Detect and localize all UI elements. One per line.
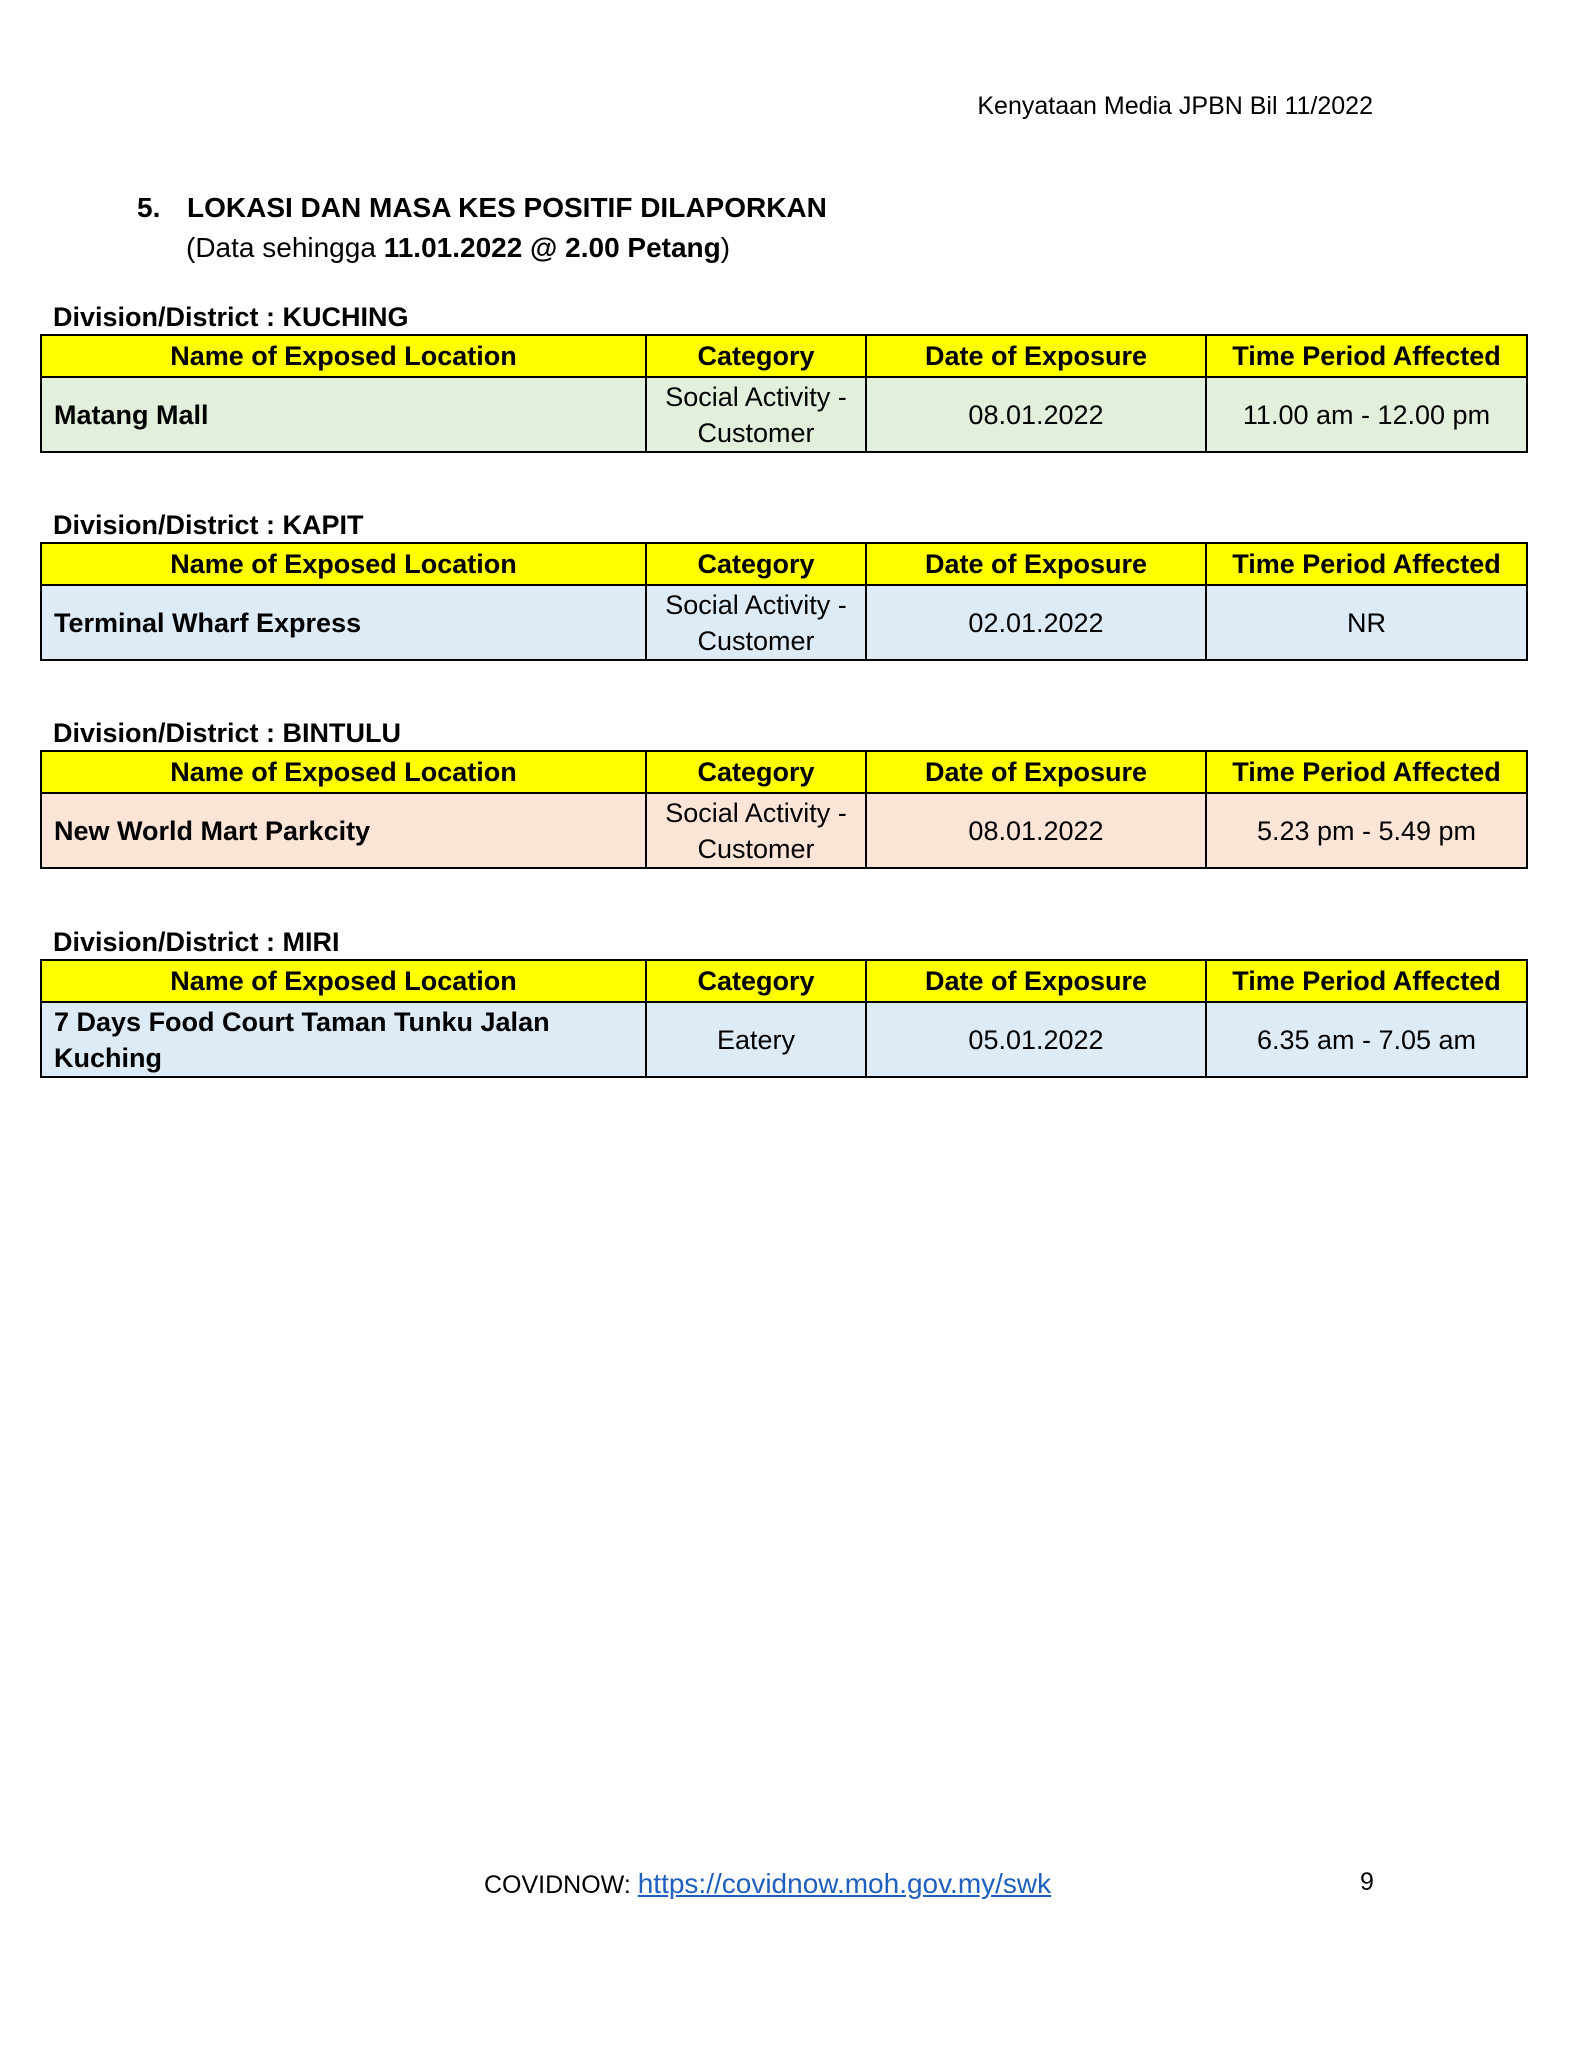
section-title-text: LOKASI DAN MASA KES POSITIF DILAPORKAN xyxy=(187,192,827,223)
district-name: KUCHING xyxy=(282,302,409,332)
column-header-time: Time Period Affected xyxy=(1206,751,1527,793)
category-cell: Social Activity - Customer xyxy=(646,793,866,868)
table-row xyxy=(41,585,1527,660)
table-header-row xyxy=(41,960,1527,1002)
time-cell: 11.00 am - 12.00 pm xyxy=(1206,377,1527,452)
column-header-time: Time Period Affected xyxy=(1206,543,1527,585)
district-block-kuching xyxy=(40,300,1526,453)
column-header-date: Date of Exposure xyxy=(866,960,1206,1002)
column-header-location: Name of Exposed Location xyxy=(41,543,646,585)
table-header-row xyxy=(41,335,1527,377)
location-cell: New World Mart Parkcity xyxy=(41,793,646,868)
section-number: 5. xyxy=(137,192,161,223)
district-prefix: Division/District : xyxy=(53,718,283,748)
district-name: KAPIT xyxy=(282,510,364,540)
category-cell: Eatery xyxy=(646,1002,866,1077)
exposure-table xyxy=(40,959,1528,1078)
column-header-date: Date of Exposure xyxy=(866,751,1206,793)
district-block-miri xyxy=(40,925,1526,1078)
district-prefix: Division/District : xyxy=(53,302,283,332)
district-block-kapit xyxy=(40,508,1526,661)
subtitle-close: ) xyxy=(720,232,731,263)
location-cell: Matang Mall xyxy=(41,377,646,452)
time-cell: NR xyxy=(1206,585,1527,660)
time-cell: 5.23 pm - 5.49 pm xyxy=(1206,793,1527,868)
district-name: MIRI xyxy=(282,927,340,957)
page-number: 9 xyxy=(1360,1868,1374,1896)
table-row xyxy=(41,377,1527,452)
column-header-location: Name of Exposed Location xyxy=(41,751,646,793)
footer xyxy=(484,1868,1051,1900)
category-cell: Social Activity - Customer xyxy=(646,585,866,660)
column-header-location: Name of Exposed Location xyxy=(41,960,646,1002)
exposure-table xyxy=(40,542,1528,661)
table-row xyxy=(41,1002,1527,1077)
district-prefix: Division/District : xyxy=(53,927,283,957)
date-cell: 02.01.2022 xyxy=(866,585,1206,660)
column-header-category: Category xyxy=(646,543,866,585)
exposure-table xyxy=(40,334,1528,453)
district-prefix: Division/District : xyxy=(53,510,283,540)
column-header-date: Date of Exposure xyxy=(866,335,1206,377)
covidnow-link[interactable]: https://covidnow.moh.gov.my/swk xyxy=(637,1868,1052,1899)
district-name: BINTULU xyxy=(282,718,402,748)
table-header-row xyxy=(41,751,1527,793)
subtitle-open: (Data sehingga xyxy=(186,232,384,263)
column-header-location: Name of Exposed Location xyxy=(41,335,646,377)
column-header-time: Time Period Affected xyxy=(1206,335,1527,377)
exposure-table xyxy=(40,750,1528,869)
column-header-category: Category xyxy=(646,751,866,793)
district-block-bintulu xyxy=(40,716,1526,869)
subtitle-datetime: 11.01.2022 @ 2.00 Petang xyxy=(383,232,721,263)
date-cell: 08.01.2022 xyxy=(866,377,1206,452)
column-header-date: Date of Exposure xyxy=(866,543,1206,585)
time-cell: 6.35 am - 7.05 am xyxy=(1206,1002,1527,1077)
district-label xyxy=(40,716,1526,750)
section-title xyxy=(137,192,827,224)
column-header-category: Category xyxy=(646,960,866,1002)
column-header-time: Time Period Affected xyxy=(1206,960,1527,1002)
district-label xyxy=(40,300,1526,334)
table-header-row xyxy=(41,543,1527,585)
column-header-category: Category xyxy=(646,335,866,377)
table-row xyxy=(41,793,1527,868)
date-cell: 08.01.2022 xyxy=(866,793,1206,868)
district-label xyxy=(40,508,1526,542)
location-cell: Terminal Wharf Express xyxy=(41,585,646,660)
date-cell: 05.01.2022 xyxy=(866,1002,1206,1077)
footer-label: COVIDNOW: xyxy=(484,1871,638,1899)
document-reference: Kenyataan Media JPBN Bil 11/2022 xyxy=(977,92,1373,120)
category-cell: Social Activity - Customer xyxy=(646,377,866,452)
section-subtitle xyxy=(186,232,730,264)
district-label xyxy=(40,925,1526,959)
location-cell: 7 Days Food Court Taman Tunku Jalan Kuching xyxy=(41,1002,646,1077)
